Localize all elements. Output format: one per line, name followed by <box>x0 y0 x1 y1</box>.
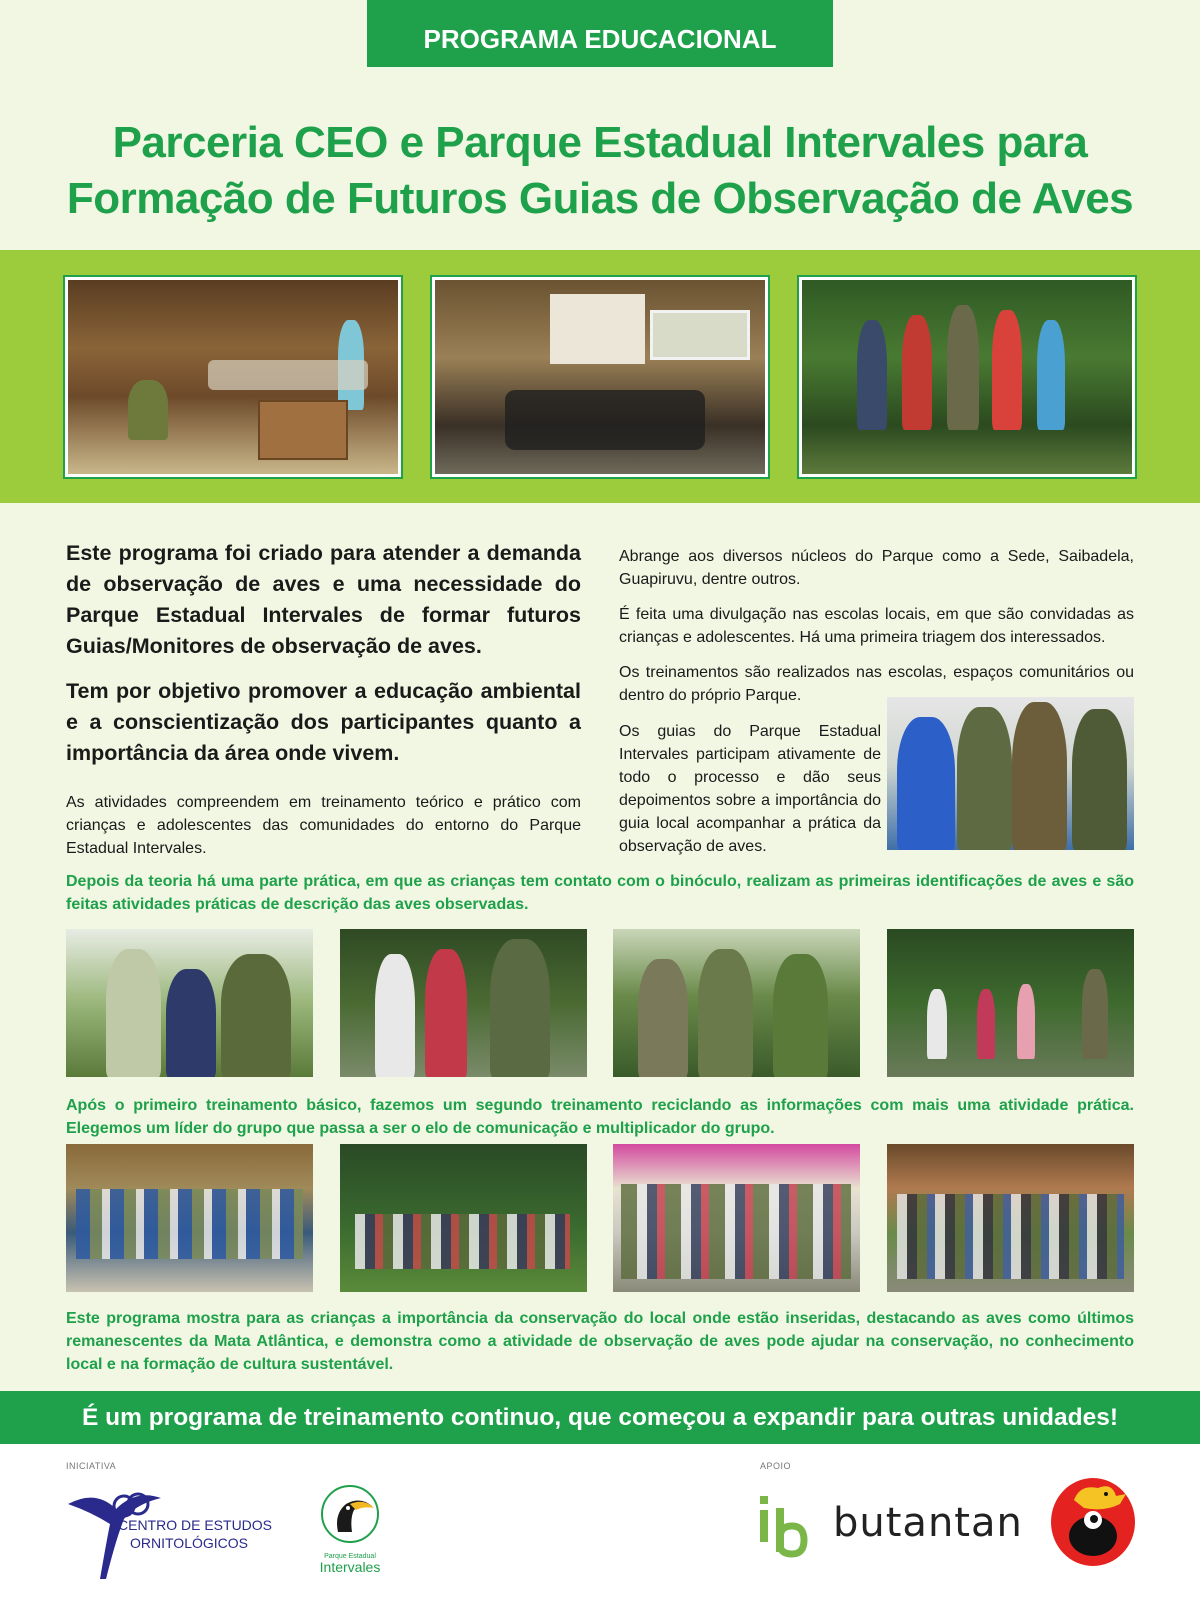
intervales-big-text: Intervales <box>319 1559 381 1575</box>
photo-guide-binoculars <box>613 929 860 1077</box>
title-line-2: Formação de Futuros Guias de Observação de Aves <box>66 174 1134 223</box>
initiative-label: INICIATIVA <box>66 1461 117 1471</box>
butantan-text: butantan <box>833 1500 1023 1546</box>
photo-group-pavilion <box>66 1144 313 1292</box>
photo-classroom-wooden <box>65 277 401 477</box>
title-line-1: Parceria CEO e Parque Estadual Intervales para <box>112 118 1088 167</box>
intro-column <box>66 538 581 860</box>
practice-paragraph: Depois da teoria há uma parte prática, em que as crianças tem contato com o binóculo, realizam as primeiras identificações de aves e são feitas atividades práticas de descrição das aves observadas. <box>66 873 1134 913</box>
duck-logo <box>1050 1474 1136 1566</box>
details-p2: É feita uma divulgação nas escolas locais, em que são convidadas as crianças e adolescentes. Há uma primeira triagem dos interessados. <box>619 606 1134 646</box>
photo-classroom-projector <box>432 277 768 477</box>
page-title <box>0 115 1200 227</box>
ceo-line-2: ORNITOLÓGICOS <box>130 1535 248 1551</box>
section-tag: PROGRAMA EDUCACIONAL <box>367 0 833 67</box>
intro-lead-2: Tem por objetivo promover a educação ambiental e a conscientização dos participantes quanto a importância da área onde vivem. <box>66 679 581 765</box>
ceo-name <box>118 1516 272 1552</box>
closing-banner: É um programa de treinamento continuo, que começou a expandir para outras unidades! <box>0 1391 1200 1444</box>
photo-trail-group <box>887 929 1134 1077</box>
intervales-small-text: Parque Estadual <box>324 1553 376 1560</box>
toucan-icon <box>320 1484 380 1546</box>
details-p1: Abrange aos diversos núcleos do Parque como a Sede, Saibadela, Guapiruvu, dentre outros. <box>619 548 1134 588</box>
photo-group-forest <box>799 277 1135 477</box>
photo-park-guides <box>887 697 1134 850</box>
footer <box>0 1444 1200 1600</box>
photo-group-woods <box>340 1144 587 1292</box>
photo-group-building <box>887 1144 1134 1292</box>
intro-activities: As atividades compreendem em treinamento teórico e prático com crianças e adolescentes das comunidades do entorno do Parque Estadual Intervales. <box>66 794 581 857</box>
support-label: APOIO <box>760 1461 792 1471</box>
guides-paragraph: Os guias do Parque Estadual Intervales participam ativamente de todo o processo e dão seus depoimentos sobre a importância do guia local acompanhar a prática da observação de aves. <box>619 723 881 855</box>
photo-band <box>0 250 1200 503</box>
photo-kids-notes-forest <box>340 929 587 1077</box>
photo-group-classroom <box>613 1144 860 1292</box>
second-training-paragraph: Após o primeiro treinamento básico, fazemos um segundo treinamento reciclando as informações com mais uma atividade prática. Elegemos um líder do grupo que passa a ser o elo de comunicação e multiplicador do grupo. <box>66 1097 1134 1137</box>
intro-lead-1: Este programa foi criado para atender a demanda de observação de aves e uma necessidade do Parque Estadual Intervales de formar futuros Guias/Monitores de observação de aves. <box>66 541 581 658</box>
ib-mark-icon <box>758 1488 828 1568</box>
duck-mascot-icon <box>1050 1474 1136 1566</box>
butantan-logo <box>758 1488 1023 1568</box>
photo-binoculars-kids <box>66 929 313 1077</box>
details-p3: Os treinamentos são realizados nas escolas, espaços comunitários ou dentro do próprio Parque. <box>619 664 1134 704</box>
intervales-logo <box>310 1484 390 1594</box>
conclusion-paragraph: Este programa mostra para as crianças a importância da conservação do local onde estão inseridas, destacando as aves como últimos remanescentes da Mata Atlântica, e demonstra como a atividade de observação de aves pode ajudar na conservação, no conhecimento local e na formação de cultura sustentável. <box>66 1310 1134 1373</box>
ceo-line-1: CENTRO DE ESTUDOS <box>118 1517 273 1533</box>
details-column <box>619 545 1134 719</box>
